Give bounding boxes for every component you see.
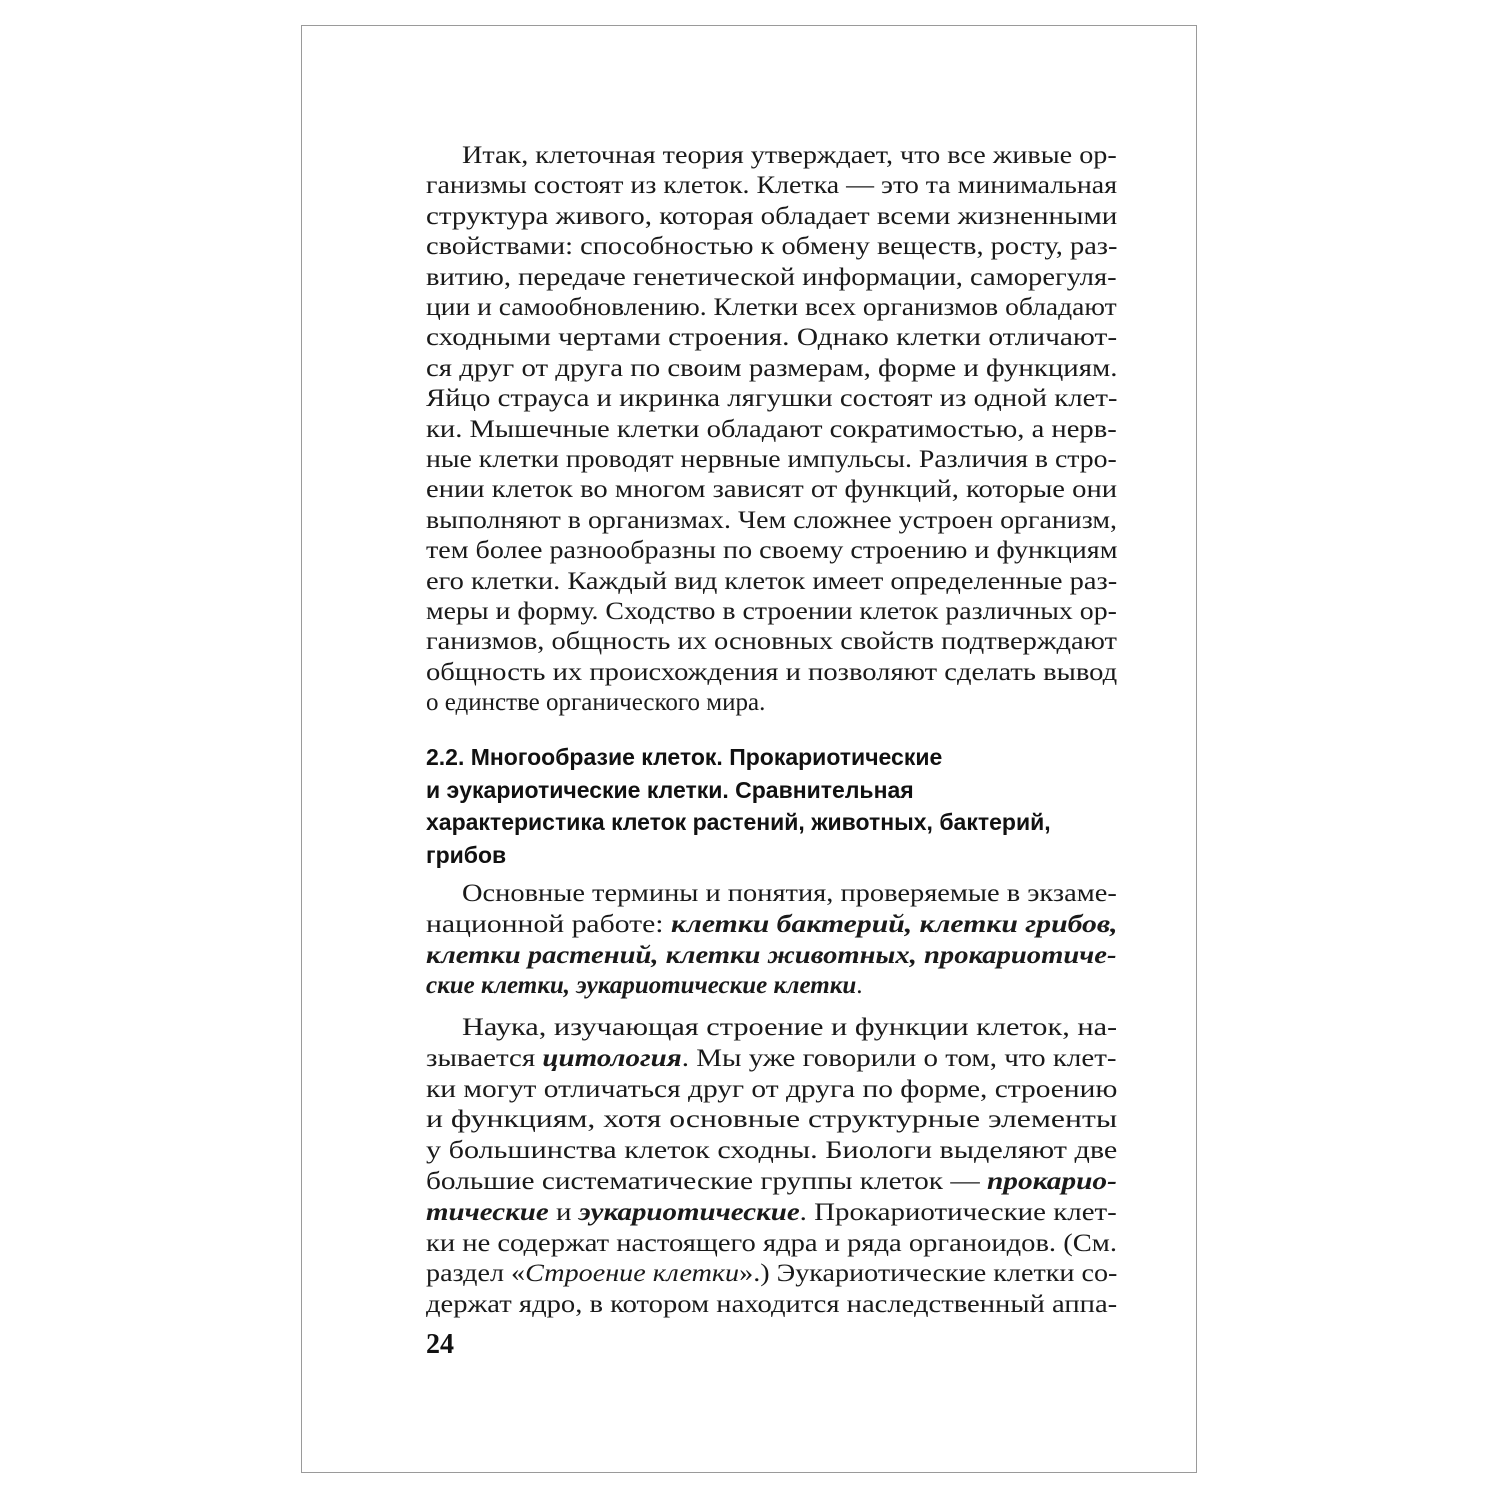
text-line: ганизмов, общность их основных свойств подтверждают — [426, 628, 1117, 656]
line-text: ки могут отличаться друг от друга по форме, строению — [426, 1075, 1118, 1103]
text-line — [426, 1076, 1117, 1104]
text-line — [426, 911, 1118, 939]
text-line: ки. Мышечные клетки обладают сократимостью, а нерв- — [426, 415, 1117, 443]
line-text: большие систематические группы клеток — — [426, 1168, 987, 1195]
text-line: ные клетки проводят нервные импульсы. Различия в стро- — [426, 446, 1117, 473]
line-text: ».) Эукариотические клетки со- — [739, 1260, 1118, 1288]
book-page — [301, 25, 1197, 1473]
line-text: зывается — [426, 1044, 543, 1072]
text-line: витию, передаче генетической информации, саморегуля- — [426, 263, 1117, 291]
text-line: Итак, клеточная теория утверждает, что все живые ор- — [462, 142, 1117, 169]
text-line — [462, 880, 1117, 908]
line-text: Наука, изучающая строение и функции клеток, на- — [462, 1014, 1118, 1041]
text-line — [426, 1137, 1117, 1165]
emphasized-term: цитология — [542, 1044, 682, 1072]
text-line — [426, 942, 1116, 970]
text-line: ции и самообновлению. Клетки всех организмов обладают — [426, 294, 1117, 321]
text-line: 2.2. Многообразие клеток. Прокариотические — [426, 744, 943, 770]
text-line — [426, 1045, 1117, 1073]
text-line — [426, 1168, 1117, 1196]
line-text: . — [856, 972, 863, 1000]
line-text: ки не содержат настоящего ядра и ряда органоидов. (См. — [426, 1229, 1117, 1257]
text-line — [426, 1260, 1117, 1288]
text-line — [426, 1106, 1117, 1134]
line-text: . Прокариотические клет- — [799, 1198, 1117, 1226]
text-line: сходными чертами строения. Однако клетки отличают- — [426, 324, 1118, 352]
text-line — [426, 1230, 1117, 1258]
emphasized-term: эукариотические — [578, 1198, 800, 1226]
text-line — [426, 1199, 1117, 1227]
line-text: держат ядро, в котором находится наследственный аппа- — [426, 1291, 1118, 1319]
emphasized-term: клетки растений, клетки животных, прокариотиче- — [426, 941, 1117, 969]
line-text: и функциям, хотя основные структурные элементы — [426, 1106, 1118, 1134]
text-line: ении клеток во многом зависят от функций, которые они — [426, 476, 1118, 504]
text-line: меры и форму. Сходство в строении клеток различных ор- — [426, 598, 1117, 625]
emphasized-term: тические — [426, 1198, 549, 1226]
line-text: национной работе: — [426, 910, 671, 938]
line-text: у большинства клеток сходны. Биологи выделяют две — [426, 1137, 1118, 1165]
page-number: 24 — [426, 1329, 454, 1360]
italic-term: Строение клетки — [525, 1260, 740, 1288]
text-line: Яйцо страуса и икринка лягушки состоят из одной клет- — [426, 385, 1118, 413]
text-line: структура живого, которая обладает всеми жизненными — [426, 202, 1118, 230]
line-text: . Мы уже говорили о том, что клет- — [681, 1044, 1117, 1072]
text-line: о единстве органического мира. — [426, 689, 766, 717]
emphasized-term: прокарио- — [986, 1168, 1117, 1195]
text-line: грибов — [426, 841, 507, 868]
text-line — [426, 972, 863, 1000]
text-line: ганизмы состоят из клеток. Клетка — это та минимальная — [426, 172, 1118, 200]
text-line: его клетки. Каждый вид клеток имеет определенные раз- — [426, 567, 1118, 595]
line-text: и — [548, 1198, 579, 1226]
line-text: раздел « — [426, 1260, 526, 1288]
text-line — [462, 1014, 1117, 1042]
text-line: общность их происхождения и позволяют сделать вывод — [426, 658, 1118, 686]
text-line: ся друг от друга по своим размерам, форме и функциям. — [426, 354, 1118, 382]
text-line: и эукариотические клетки. Сравнительная — [426, 776, 914, 803]
text-line: характеристика клеток растений, животных, бактерий, — [426, 809, 1051, 835]
text-line: свойствами: способностью к обмену веществ, росту, раз- — [426, 233, 1118, 261]
emphasized-term: клетки бактерий, клетки грибов, — [670, 910, 1118, 938]
line-text: Основные термины и понятия, проверяемые в экзаме- — [462, 880, 1117, 907]
text-line: тем более разнообразны по своему строению и функциям — [426, 537, 1118, 565]
text-line — [426, 1291, 1117, 1319]
emphasized-term: ские клетки, эукариотические клетки — [426, 972, 857, 1000]
text-line: выполняют в организмах. Чем сложнее устроен организм, — [426, 506, 1117, 534]
